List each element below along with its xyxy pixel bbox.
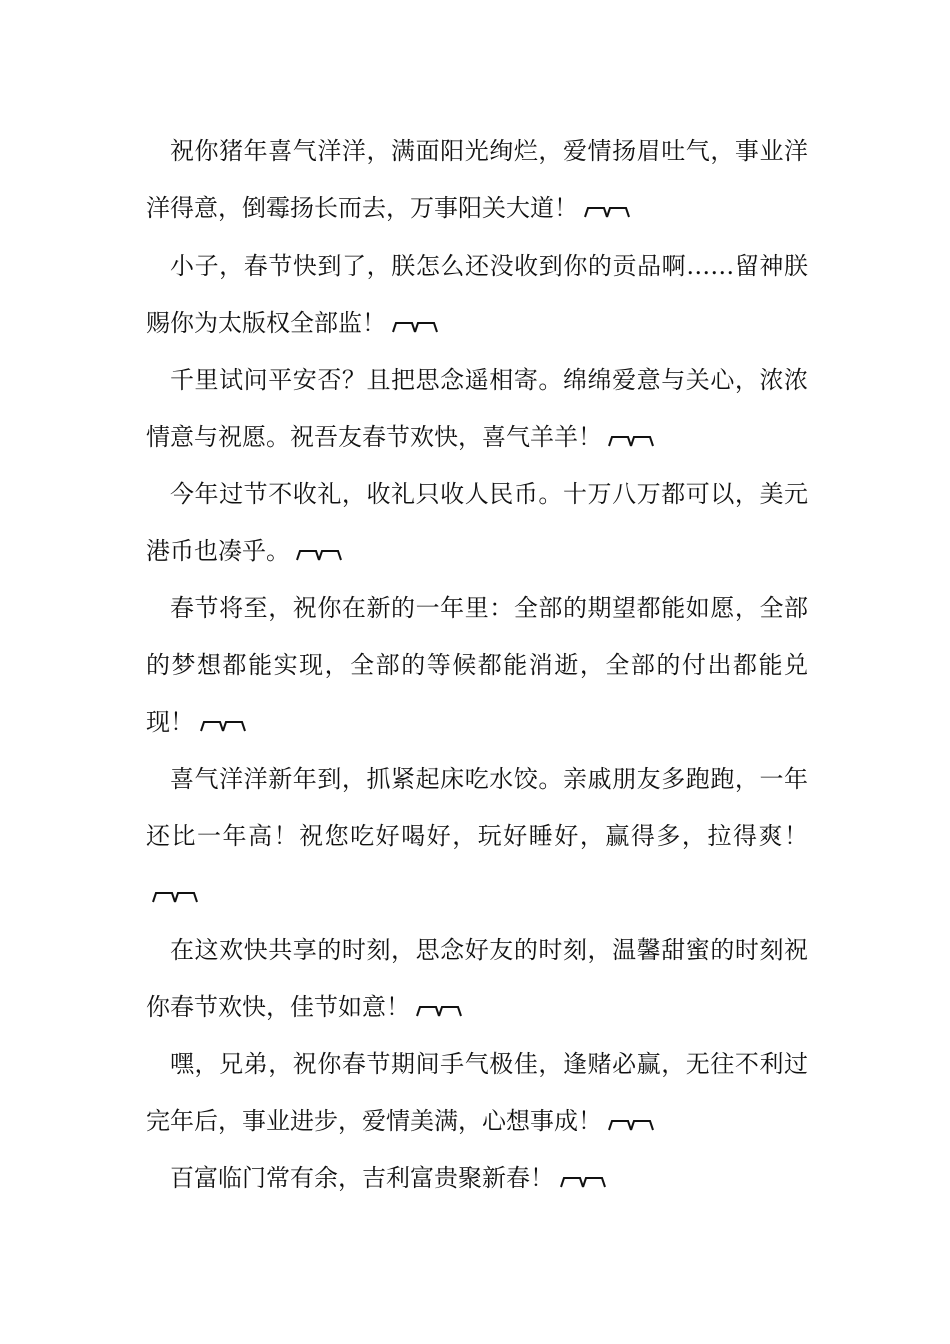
paragraph-2 bbox=[146, 238, 808, 352]
bracket-mark-icon bbox=[392, 319, 438, 333]
paragraph-text: 在这欢快共享的时刻，思念好友的时刻，温馨甜蜜的时刻祝你春节欢快，佳节如意！ bbox=[146, 936, 808, 1021]
paragraph-8 bbox=[146, 1036, 808, 1150]
bracket-mark-icon bbox=[200, 718, 246, 732]
paragraph-6 bbox=[146, 751, 808, 922]
paragraph-5 bbox=[146, 580, 808, 751]
paragraph-text: 嘿，兄弟，祝你春节期间手气极佳，逢赌必赢，无往不利过完年后，事业进步，爱情美满，心想事成！ bbox=[146, 1050, 808, 1135]
paragraph-3 bbox=[146, 352, 808, 466]
paragraph-text: 祝你猪年喜气洋洋，满面阳光绚烂，爱情扬眉吐气，事业洋洋得意，倒霉扬长而去，万事阳关大道！ bbox=[146, 137, 808, 222]
paragraph-text: 今年过节不收礼，收礼只收人民币。十万八万都可以，美元港币也凑乎。 bbox=[146, 480, 808, 565]
bracket-mark-icon bbox=[416, 1003, 462, 1017]
paragraph-4 bbox=[146, 466, 808, 580]
bracket-mark-icon bbox=[584, 204, 630, 218]
paragraph-text: 春节将至，祝你在新的一年里：全部的期望都能如愿，全部的梦想都能实现，全部的等候都能消逝，全部的付出都能兑现！ bbox=[146, 594, 808, 736]
paragraph-text: 小子，春节快到了，朕怎么还没收到你的贡品啊……留神朕赐你为太版权全部监！ bbox=[146, 252, 808, 337]
bracket-mark-icon bbox=[296, 547, 342, 561]
bracket-mark-icon bbox=[608, 1117, 654, 1131]
paragraph-9 bbox=[146, 1150, 808, 1207]
paragraph-text: 千里试问平安否？且把思念遥相寄。绵绵爱意与关心，浓浓情意与祝愿。祝吾友春节欢快，喜气羊羊！ bbox=[146, 366, 808, 451]
paragraph-1 bbox=[146, 123, 808, 237]
paragraph-7 bbox=[146, 922, 808, 1036]
paragraph-text: 百富临门常有余，吉利富贵聚新春！ bbox=[170, 1164, 554, 1192]
paragraph-text: 喜气洋洋新年到，抓紧起床吃水饺。亲戚朋友多跑跑，一年还比一年高！祝您吃好喝好，玩好睡好，赢得多，拉得爽！ bbox=[146, 765, 808, 850]
bracket-mark-icon bbox=[152, 889, 198, 903]
bracket-mark-icon bbox=[560, 1174, 606, 1188]
bracket-mark-icon bbox=[608, 433, 654, 447]
